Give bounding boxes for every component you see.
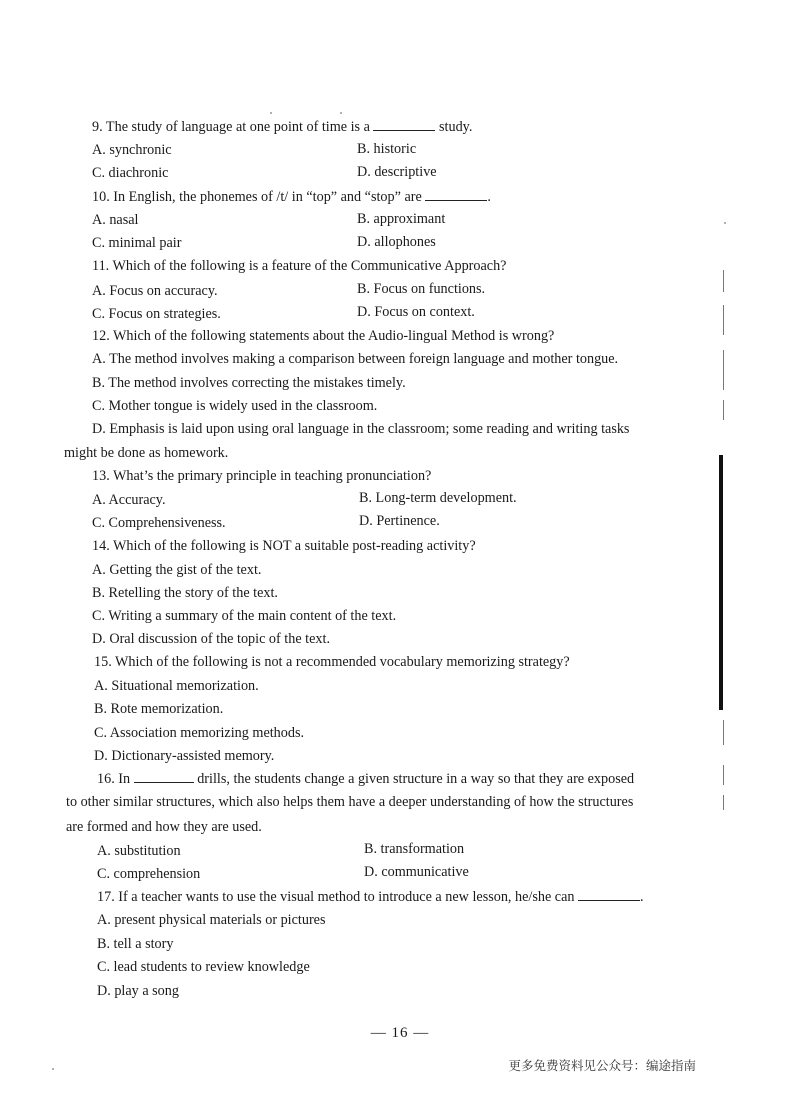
q10-option-c: C. minimal pair: [92, 235, 182, 251]
scan-dot: [340, 112, 342, 114]
q12-option-d-line1: D. Emphasis is laid upon using oral language in the classroom; some reading and writing tasks: [92, 421, 630, 437]
q13-option-d: D. Pertinence.: [359, 513, 440, 529]
question-16-stem-line3: are formed and how they are used.: [66, 819, 262, 835]
q12-option-b: B. The method involves correcting the mistakes timely.: [92, 375, 406, 391]
q15-option-a: A. Situational memorization.: [94, 678, 259, 694]
question-10-stem: [92, 187, 491, 206]
q17-option-b: B. tell a story: [97, 936, 174, 952]
q16-option-d: D. communicative: [364, 864, 469, 880]
q9-stem-text: 9. The study of language at one point of time is a: [92, 119, 370, 135]
q10-stem-end: .: [487, 189, 491, 205]
q16-stem-start: 16. In: [97, 771, 131, 787]
q13-option-c: C. Comprehensiveness.: [92, 515, 226, 531]
q16-option-a: A. substitution: [97, 843, 181, 859]
scan-dot: [724, 222, 726, 224]
q10-stem-text: 10. In English, the phonemes of /t/ in “top” and “stop” are: [92, 189, 422, 205]
q15-option-d: D. Dictionary-assisted memory.: [94, 748, 275, 764]
q14-option-d: D. Oral discussion of the topic of the text.: [92, 631, 330, 647]
question-14-stem: 14. Which of the following is NOT a suitable post-reading activity?: [92, 538, 476, 554]
q10-option-b: B. approximant: [357, 211, 446, 227]
answer-blank: [373, 117, 435, 131]
question-9-stem: [92, 117, 472, 136]
scan-artifact: [723, 795, 724, 810]
question-16-stem-line1: [97, 769, 634, 788]
q11-option-d: D. Focus on context.: [357, 304, 475, 320]
q9-option-a: A. synchronic: [92, 142, 172, 158]
q9-stem-end: study.: [439, 119, 473, 135]
q15-option-b: B. Rote memorization.: [94, 701, 224, 717]
q9-option-b: B. historic: [357, 141, 417, 157]
q17-option-d: D. play a song: [97, 983, 179, 999]
page-number: — 16 —: [370, 1025, 430, 1041]
q10-option-a: A. nasal: [92, 212, 139, 228]
question-11-stem: 11. Which of the following is a feature of the Communicative Approach?: [92, 258, 507, 274]
scan-artifact: [723, 270, 724, 292]
q12-option-c: C. Mother tongue is widely used in the classroom.: [92, 398, 378, 414]
q11-option-c: C. Focus on strategies.: [92, 306, 221, 322]
scan-dot: [52, 1068, 54, 1070]
q9-option-d: D. descriptive: [357, 164, 437, 180]
q10-option-d: D. allophones: [357, 234, 436, 250]
q17-stem-text: 17. If a teacher wants to use the visual method to introduce a new lesson, he/she can: [97, 889, 575, 905]
q16-stem-rest: drills, the students change a given structure in a way so that they are exposed: [197, 771, 635, 787]
q16-option-b: B. transformation: [364, 841, 465, 857]
answer-blank: [134, 769, 194, 783]
scan-artifact: [723, 305, 724, 335]
scan-artifact: [723, 400, 724, 420]
scan-artifact: [723, 765, 724, 785]
q14-option-a: A. Getting the gist of the text.: [92, 562, 262, 578]
q12-option-a: A. The method involves making a comparison between foreign language and mother tongue.: [92, 351, 619, 367]
scan-dot: [270, 112, 272, 114]
question-17-stem: [97, 887, 644, 906]
scan-artifact: [723, 350, 724, 390]
q17-stem-end: .: [640, 889, 644, 905]
q11-option-b: B. Focus on functions.: [357, 281, 486, 297]
question-13-stem: 13. What’s the primary principle in teaching pronunciation?: [92, 468, 432, 484]
q14-option-c: C. Writing a summary of the main content of the text.: [92, 608, 397, 624]
q17-option-c: C. lead students to review knowledge: [97, 959, 310, 975]
q13-option-b: B. Long-term development.: [359, 490, 517, 506]
q12-option-d-line2: might be done as homework.: [64, 445, 229, 461]
question-15-stem: 15. Which of the following is not a recommended vocabulary memorizing strategy?: [94, 654, 570, 670]
q17-option-a: A. present physical materials or pictures: [97, 912, 326, 928]
scan-artifact-bar: [719, 455, 723, 710]
answer-blank: [425, 187, 487, 201]
question-16-stem-line2: to other similar structures, which also helps them have a deeper understanding of how the structures: [66, 794, 634, 810]
q11-option-a: A. Focus on accuracy.: [92, 283, 218, 299]
scan-artifact: [723, 720, 724, 745]
q14-option-b: B. Retelling the story of the text.: [92, 585, 278, 601]
question-12-stem: 12. Which of the following statements about the Audio-lingual Method is wrong?: [92, 328, 555, 344]
q13-option-a: A. Accuracy.: [92, 492, 166, 508]
q15-option-c: C. Association memorizing methods.: [94, 725, 305, 741]
q16-option-c: C. comprehension: [97, 866, 201, 882]
q9-option-c: C. diachronic: [92, 165, 169, 181]
answer-blank: [578, 887, 640, 901]
footer-note: 更多免费资料见公众号：编途指南: [508, 1058, 696, 1073]
